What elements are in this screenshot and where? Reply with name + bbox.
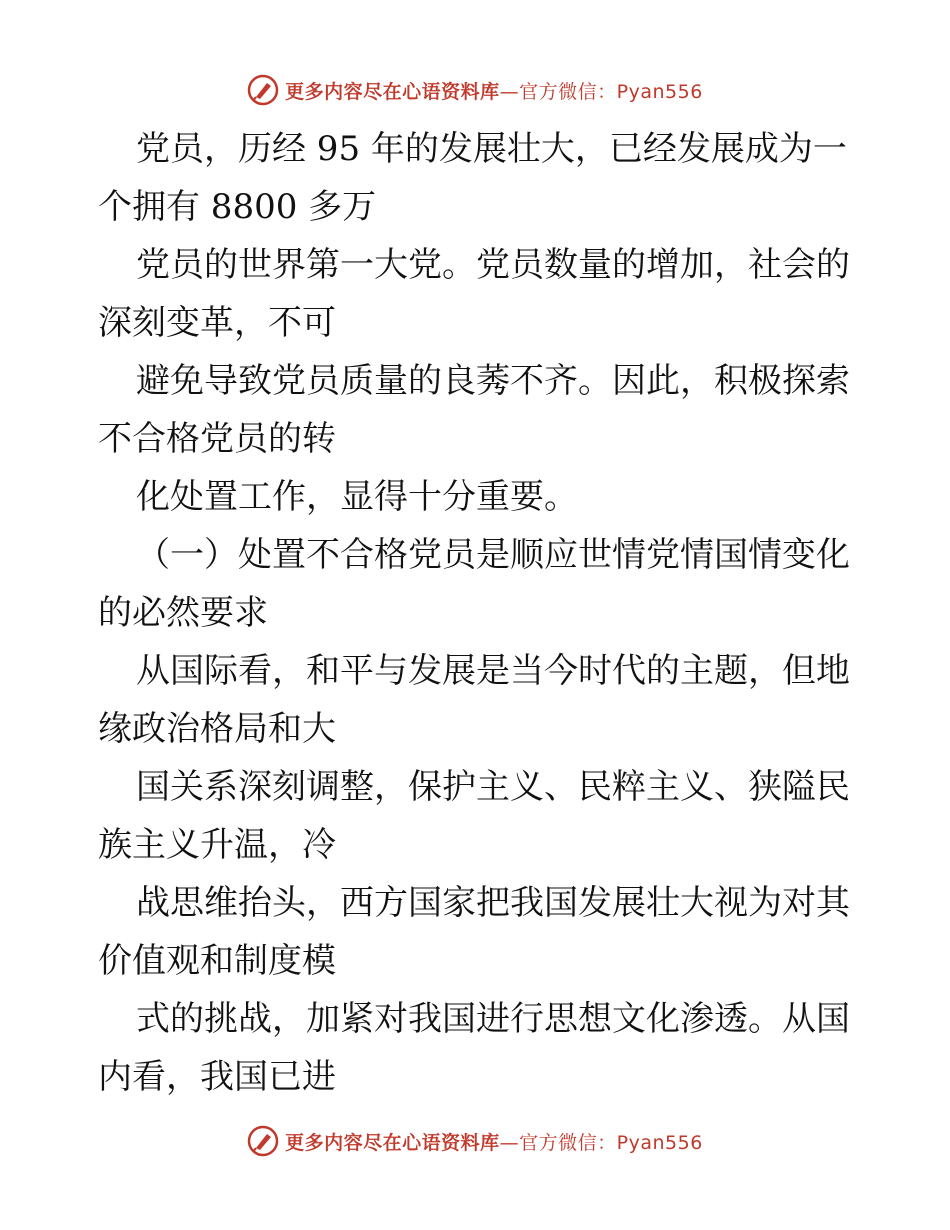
paragraph-line: 的必然要求 (98, 593, 268, 633)
paragraph-line: 缘政治格局和大 (98, 709, 336, 749)
paragraph-line: 党员，历经 95 年的发展壮大，已经发展成为一 (136, 129, 847, 169)
paragraph-line: 不合格党员的转 (98, 419, 336, 459)
paragraph-line: 内看，我国已进 (98, 1057, 336, 1097)
quill-logo-icon (247, 1125, 279, 1157)
paragraph-line: 族主义升温，冷 (98, 825, 336, 865)
paragraph (98, 236, 858, 352)
paragraph-line: （一）处置不合格党员是顺应世情党情国情变化 (136, 535, 850, 575)
paragraph-line: 党员的世界第一大党。党员数量的增加，社会的 (136, 245, 850, 285)
banner-wechat-text: —官方微信：Pyan556 (499, 80, 703, 103)
banner-brand-text: 更多内容尽在心语资料库 (285, 80, 500, 103)
paragraph (98, 468, 858, 526)
paragraph (98, 874, 858, 990)
banner-wechat-text: —官方微信：Pyan556 (499, 1131, 703, 1154)
paragraph-line: 从国际看，和平与发展是当今时代的主题，但地 (136, 651, 850, 691)
quill-logo-icon (247, 74, 279, 106)
footer-banner (0, 1121, 950, 1161)
banner-brand-text: 更多内容尽在心语资料库 (285, 1131, 500, 1154)
paragraph-line: 化处置工作，显得十分重要。 (136, 477, 578, 517)
paragraph (98, 642, 858, 758)
paragraph (98, 352, 858, 468)
header-banner (0, 70, 950, 110)
paragraph (98, 120, 858, 236)
paragraph (98, 990, 858, 1106)
paragraph-line: 个拥有 8800 多万 (98, 187, 377, 227)
paragraph-line: 式的挑战，加紧对我国进行思想文化渗透。从国 (136, 999, 850, 1039)
paragraph-line: 深刻变革，不可 (98, 303, 336, 343)
section-heading (98, 526, 858, 642)
paragraph-line: 价值观和制度模 (98, 941, 336, 981)
paragraph-line: 战思维抬头，西方国家把我国发展壮大视为对其 (136, 883, 850, 923)
paragraph (98, 758, 858, 874)
paragraph-line: 避免导致党员质量的良莠不齐。因此，积极探索 (136, 361, 850, 401)
paragraph-line: 国关系深刻调整，保护主义、民粹主义、狭隘民 (136, 767, 850, 807)
document-body (98, 120, 858, 1106)
